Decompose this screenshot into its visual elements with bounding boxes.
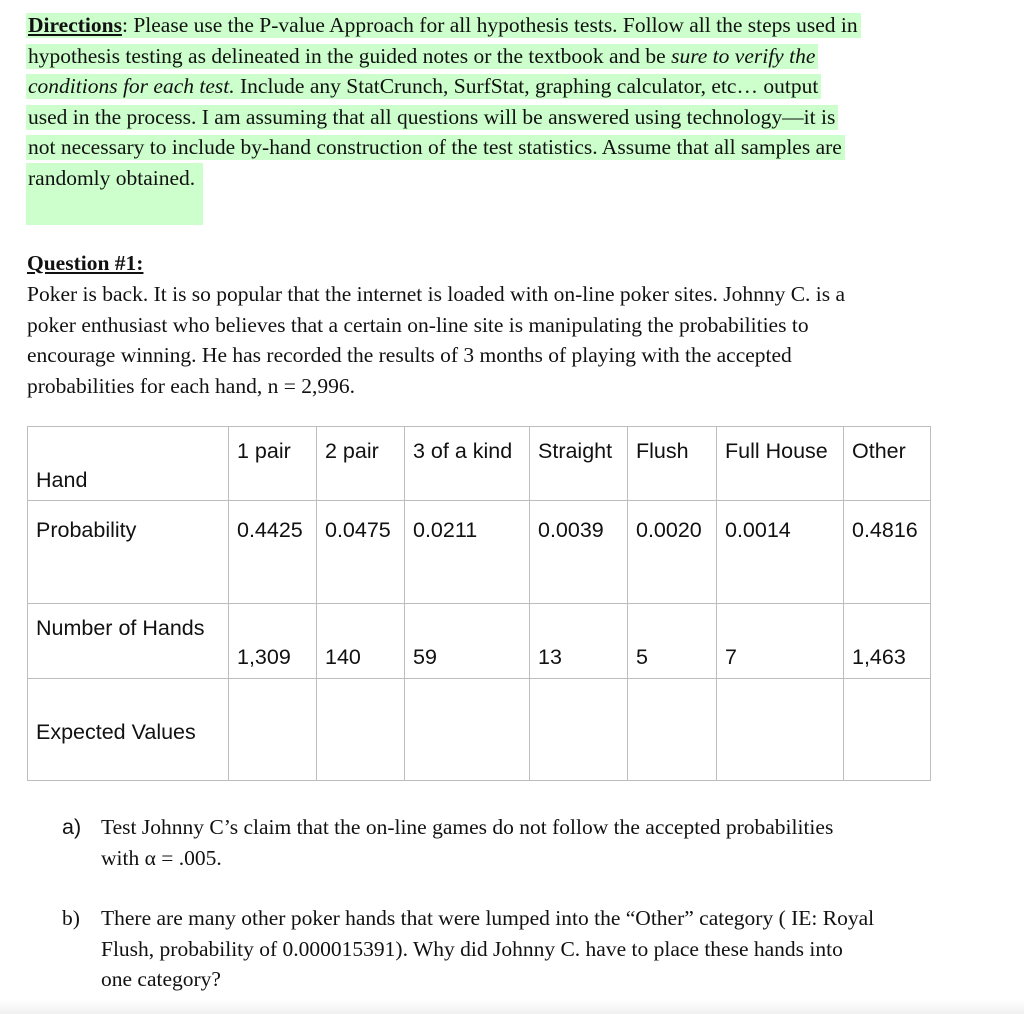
row-label-probability: Probability	[28, 501, 229, 604]
count-full-house: 7	[717, 604, 844, 679]
directions-text-1: Please use the P-value Approach for all hypothesis tests. Follow all the steps used in	[127, 13, 858, 37]
hand-other: Other	[844, 427, 931, 501]
prob-straight: 0.0039	[530, 501, 628, 604]
row-label-hand: Hand	[28, 427, 229, 501]
count-3-of-a-kind: 59	[405, 604, 530, 679]
expected-other	[844, 679, 931, 781]
part-b-label: b)	[62, 906, 80, 930]
expected-straight	[530, 679, 628, 781]
directions-text-5: not necessary to include by-hand construction of the test statistics. Assume that all samples are	[26, 135, 845, 160]
count-other: 1,463	[844, 604, 931, 679]
count-2-pair: 140	[317, 604, 405, 679]
row-label-number-of-hands: Number of Hands	[28, 604, 229, 679]
expected-3-of-a-kind	[405, 679, 530, 781]
question-line-3: encourage winning. He has recorded the results of 3 months of playing with the accepted	[27, 343, 792, 367]
directions-text-4: used in the process. I am assuming that all questions will be answered using technology—it is	[26, 105, 838, 130]
part-b-line-1: There are many other poker hands that were lumped into the “Other” category ( IE: Royal	[101, 906, 875, 930]
question-line-2: poker enthusiast who believes that a certain on-line site is manipulating the probabilities to	[27, 312, 809, 337]
directions-text-6: randomly obtained.	[26, 163, 203, 226]
hand-2-pair: 2 pair	[317, 427, 405, 501]
row-label-expected-values: Expected Values	[28, 679, 229, 781]
directions-line-3	[26, 71, 971, 102]
directions-label: Directions	[28, 13, 122, 37]
directions-line-4	[26, 102, 971, 133]
part-b	[62, 903, 992, 995]
part-b-line-3: one category?	[101, 967, 221, 991]
directions-line-1	[26, 10, 971, 41]
directions-text-2a: hypothesis testing as delineated in the guided notes or the textbook and be	[28, 43, 672, 68]
prob-other: 0.4816	[844, 501, 931, 604]
part-a-line-1: Test Johnny C’s claim that the on-line games do not follow the accepted probabilities	[101, 815, 834, 839]
page-bottom-edge	[0, 1000, 1024, 1014]
directions-text-3a: conditions for each test.	[28, 74, 235, 98]
prob-1-pair: 0.4425	[229, 501, 317, 604]
part-b-line-2: Flush, probability of 0.000015391). Why did Johnny C. have to place these hands into	[101, 936, 843, 961]
hand-full-house: Full House	[717, 427, 844, 501]
hand-1-pair: 1 pair	[229, 427, 317, 501]
expected-1-pair	[229, 679, 317, 781]
part-a-line-2: with α = .005.	[101, 845, 222, 870]
table-row-counts	[28, 604, 931, 679]
prob-full-house: 0.0014	[717, 501, 844, 604]
hand-flush: Flush	[628, 427, 717, 501]
count-1-pair: 1,309	[229, 604, 317, 679]
directions-block	[26, 10, 971, 225]
question-title: Question #1:	[27, 251, 144, 275]
poker-hands-table	[27, 426, 931, 781]
question-line-1: Poker is back. It is so popular that the internet is loaded with on-line poker sites. Johnny C. is a	[27, 282, 846, 306]
directions-line-5	[26, 132, 971, 163]
question-parts	[62, 812, 992, 995]
question-body	[27, 279, 987, 401]
directions-line-2	[26, 41, 971, 72]
expected-2-pair	[317, 679, 405, 781]
question-line-4: probabilities for each hand, n = 2,996.	[27, 373, 355, 398]
part-a-label: a)	[62, 815, 82, 839]
count-straight: 13	[530, 604, 628, 679]
prob-3-of-a-kind: 0.0211	[405, 501, 530, 604]
directions-text-3b: Include any StatCrunch, SurfStat, graphing calculator, etc… output	[234, 74, 819, 98]
part-a	[62, 812, 992, 873]
expected-full-house	[717, 679, 844, 781]
directions-text-2b: sure to verify the	[671, 43, 816, 68]
hand-3-of-a-kind: 3 of a kind	[405, 427, 530, 501]
count-flush: 5	[628, 604, 717, 679]
prob-flush: 0.0020	[628, 501, 717, 604]
table-row-probability	[28, 501, 931, 604]
table-row-expected	[28, 679, 931, 781]
prob-2-pair: 0.0475	[317, 501, 405, 604]
directions-colon: :	[121, 13, 128, 37]
directions-line-6	[26, 163, 971, 226]
hand-straight: Straight	[530, 427, 628, 501]
expected-flush	[628, 679, 717, 781]
table-row-hand	[28, 427, 931, 501]
